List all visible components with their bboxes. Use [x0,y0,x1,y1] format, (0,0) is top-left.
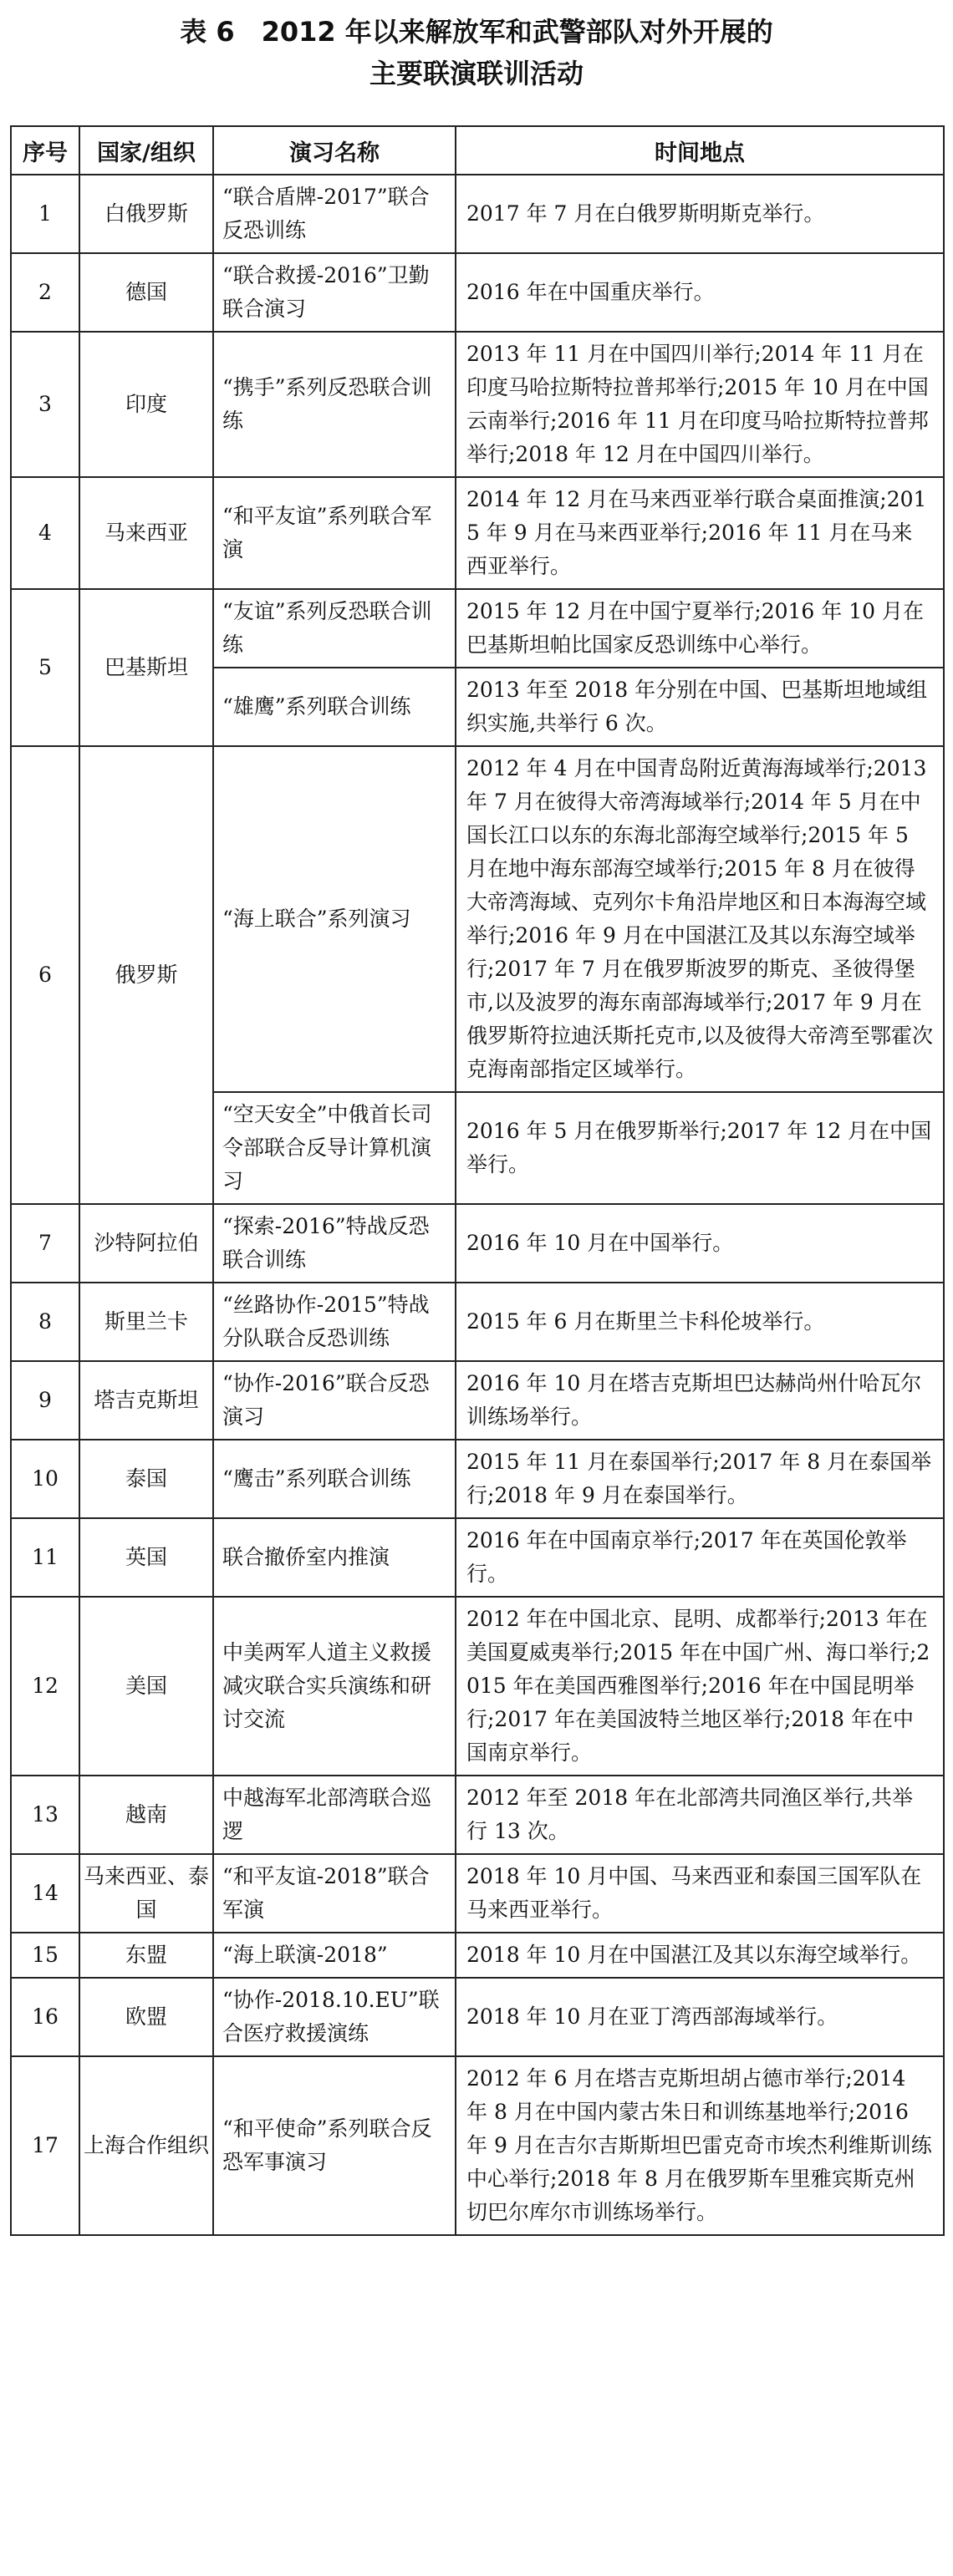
time-place-cell: 2014 年 12 月在马来西亚举行联合桌面推演;2015 年 9 月在马来西亚举行;2016 年 11 月在马来西亚举行。 [456,477,944,589]
row-number: 4 [11,477,79,589]
exercise-name-cell: “海上联演-2018” [213,1933,456,1978]
table-row [11,1933,944,1978]
row-number: 11 [11,1518,79,1597]
table-title-line-2: 主要联演联训活动 [369,58,584,89]
table-row [11,1776,944,1854]
country-cell: 斯里兰卡 [79,1283,213,1361]
time-place-cell: 2015 年 6 月在斯里兰卡科伦坡举行。 [456,1283,944,1361]
time-place-cell: 2018 年 10 月在中国湛江及其以东海空域举行。 [456,1933,944,1978]
row-number: 5 [11,589,79,746]
row-number: 1 [11,175,79,253]
country-cell: 塔吉克斯坦 [79,1361,213,1440]
exercise-name-cell: “海上联合”系列演习 [213,746,456,1092]
exercise-name-cell: 中越海军北部湾联合巡逻 [213,1776,456,1854]
header-row [11,126,944,175]
table-row [11,1204,944,1283]
table-row [11,1283,944,1361]
time-place-cell: 2016 年 10 月在中国举行。 [456,1204,944,1283]
exercise-name-cell: 中美两军人道主义救援减灾联合实兵演练和研讨交流 [213,1597,456,1776]
exercise-name-cell: “联合盾牌-2017”联合反恐训练 [213,175,456,253]
time-place-cell: 2018 年 10 月中国、马来西亚和泰国三国军队在马来西亚举行。 [456,1854,944,1933]
time-place-cell: 2015 年 11 月在泰国举行;2017 年 8 月在泰国举行;2018 年 9 月在泰国举行。 [456,1440,944,1518]
exercise-name-cell: 联合撤侨室内推演 [213,1518,456,1597]
exercise-name-cell: “鹰击”系列联合训练 [213,1440,456,1518]
table-row [11,1854,944,1933]
country-cell: 沙特阿拉伯 [79,1204,213,1283]
row-number: 16 [11,1978,79,2056]
time-place-cell: 2016 年 10 月在塔吉克斯坦巴达赫尚州什哈瓦尔训练场举行。 [456,1361,944,1440]
exercises-table [10,125,945,2236]
exercise-name-cell: “协作-2016”联合反恐演习 [213,1361,456,1440]
country-cell: 美国 [79,1597,213,1776]
exercise-name-cell: “友谊”系列反恐联合训练 [213,589,456,668]
row-number: 12 [11,1597,79,1776]
country-cell: 泰国 [79,1440,213,1518]
time-place-cell: 2017 年 7 月在白俄罗斯明斯克举行。 [456,175,944,253]
time-place-cell: 2016 年 5 月在俄罗斯举行;2017 年 12 月在中国举行。 [456,1092,944,1204]
country-cell: 白俄罗斯 [79,175,213,253]
time-place-cell: 2018 年 10 月在亚丁湾西部海域举行。 [456,1978,944,2056]
row-number: 3 [11,332,79,477]
table-row [11,477,944,589]
row-number: 14 [11,1854,79,1933]
table-row [11,1978,944,2056]
time-place-cell: 2015 年 12 月在中国宁夏举行;2016 年 10 月在巴基斯坦帕比国家反恐训练中心举行。 [456,589,944,668]
country-cell: 马来西亚 [79,477,213,589]
exercise-name-cell: “携手”系列反恐联合训练 [213,332,456,477]
table-row [11,1597,944,1776]
exercise-name-cell: “空天安全”中俄首长司令部联合反导计算机演习 [213,1092,456,1204]
header-exercise-name: 演习名称 [213,126,456,175]
table-row [11,746,944,1092]
country-cell: 东盟 [79,1933,213,1978]
row-number: 17 [11,2056,79,2235]
exercise-name-cell: “协作-2018.10.EU”联合医疗救援演练 [213,1978,456,2056]
row-number: 6 [11,746,79,1204]
row-number: 8 [11,1283,79,1361]
table-row [11,1361,944,1440]
country-cell: 巴基斯坦 [79,589,213,746]
table-row [11,175,944,253]
country-cell: 欧盟 [79,1978,213,2056]
header-country: 国家/组织 [79,126,213,175]
exercise-name-cell: “丝路协作-2015”特战分队联合反恐训练 [213,1283,456,1361]
exercise-name-cell: “探索-2016”特战反恐联合训练 [213,1204,456,1283]
header-number: 序号 [11,126,79,175]
country-cell: 德国 [79,253,213,332]
header-time-place: 时间地点 [456,126,944,175]
time-place-cell: 2012 年 6 月在塔吉克斯坦胡占德市举行;2014 年 8 月在中国内蒙古朱日和训练基地举行;2016 年 9 月在吉尔吉斯斯坦巴雷克奇市埃杰利维斯训练中心举行;2018 年 8 月在俄罗斯车里雅宾斯克州切巴尔库尔市训练场举行。 [456,2056,944,2235]
time-place-cell: 2016 年在中国南京举行;2017 年在英国伦敦举行。 [456,1518,944,1597]
table-row [11,2056,944,2235]
exercise-name-cell: “和平友谊”系列联合军演 [213,477,456,589]
exercise-name-cell: “和平友谊-2018”联合军演 [213,1854,456,1933]
table-row [11,1518,944,1597]
country-cell: 上海合作组织 [79,2056,213,2235]
exercise-name-cell: “联合救援-2016”卫勤联合演习 [213,253,456,332]
country-cell: 英国 [79,1518,213,1597]
time-place-cell: 2013 年 11 月在中国四川举行;2014 年 11 月在印度马哈拉斯特拉普邦举行;2015 年 10 月在中国云南举行;2016 年 11 月在印度马哈拉斯特拉普邦举行;2018 年 12 月在中国四川举行。 [456,332,944,477]
table-row [11,1440,944,1518]
row-number: 2 [11,253,79,332]
country-cell: 马来西亚、泰国 [79,1854,213,1933]
country-cell: 越南 [79,1776,213,1854]
table-row [11,253,944,332]
time-place-cell: 2012 年至 2018 年在北部湾共同渔区举行,共举行 13 次。 [456,1776,944,1854]
time-place-cell: 2016 年在中国重庆举行。 [456,253,944,332]
time-place-cell: 2013 年至 2018 年分别在中国、巴基斯坦地域组织实施,共举行 6 次。 [456,668,944,746]
row-number: 9 [11,1361,79,1440]
table-title-line-1: 表 6 2012 年以来解放军和武警部队对外开展的 [180,16,773,48]
table-row [11,589,944,668]
exercise-name-cell: “和平使命”系列联合反恐军事演习 [213,2056,456,2235]
table-body [11,175,944,2235]
row-number: 13 [11,1776,79,1854]
row-number: 10 [11,1440,79,1518]
time-place-cell: 2012 年 4 月在中国青岛附近黄海海域举行;2013 年 7 月在彼得大帝湾海域举行;2014 年 5 月在中国长江口以东的东海北部海空域举行;2015 年 5 月在地中海东部海空域举行;2015 年 8 月在彼得大帝湾海域、克列尔卡角沿岸地区和日本海海空域举行;2016 年 9 月在中国湛江及其以东海空域举行;2017 年 7 月在俄罗斯波罗的斯克、圣彼得堡市,以及波罗的海东南部海域举行;2017 年 9 月在俄罗斯符拉迪沃斯托克市,以及彼得大帝湾至鄂霍次克海南部指定区域举行。 [456,746,944,1092]
exercise-name-cell: “雄鹰”系列联合训练 [213,668,456,746]
table-row [11,332,944,477]
row-number: 7 [11,1204,79,1283]
country-cell: 俄罗斯 [79,746,213,1204]
row-number: 15 [11,1933,79,1978]
time-place-cell: 2012 年在中国北京、昆明、成都举行;2013 年在美国夏威夷举行;2015 年在中国广州、海口举行;2015 年在美国西雅图举行;2016 年在中国昆明举行;2017 年在美国波特兰地区举行;2018 年在中国南京举行。 [456,1597,944,1776]
country-cell: 印度 [79,332,213,477]
